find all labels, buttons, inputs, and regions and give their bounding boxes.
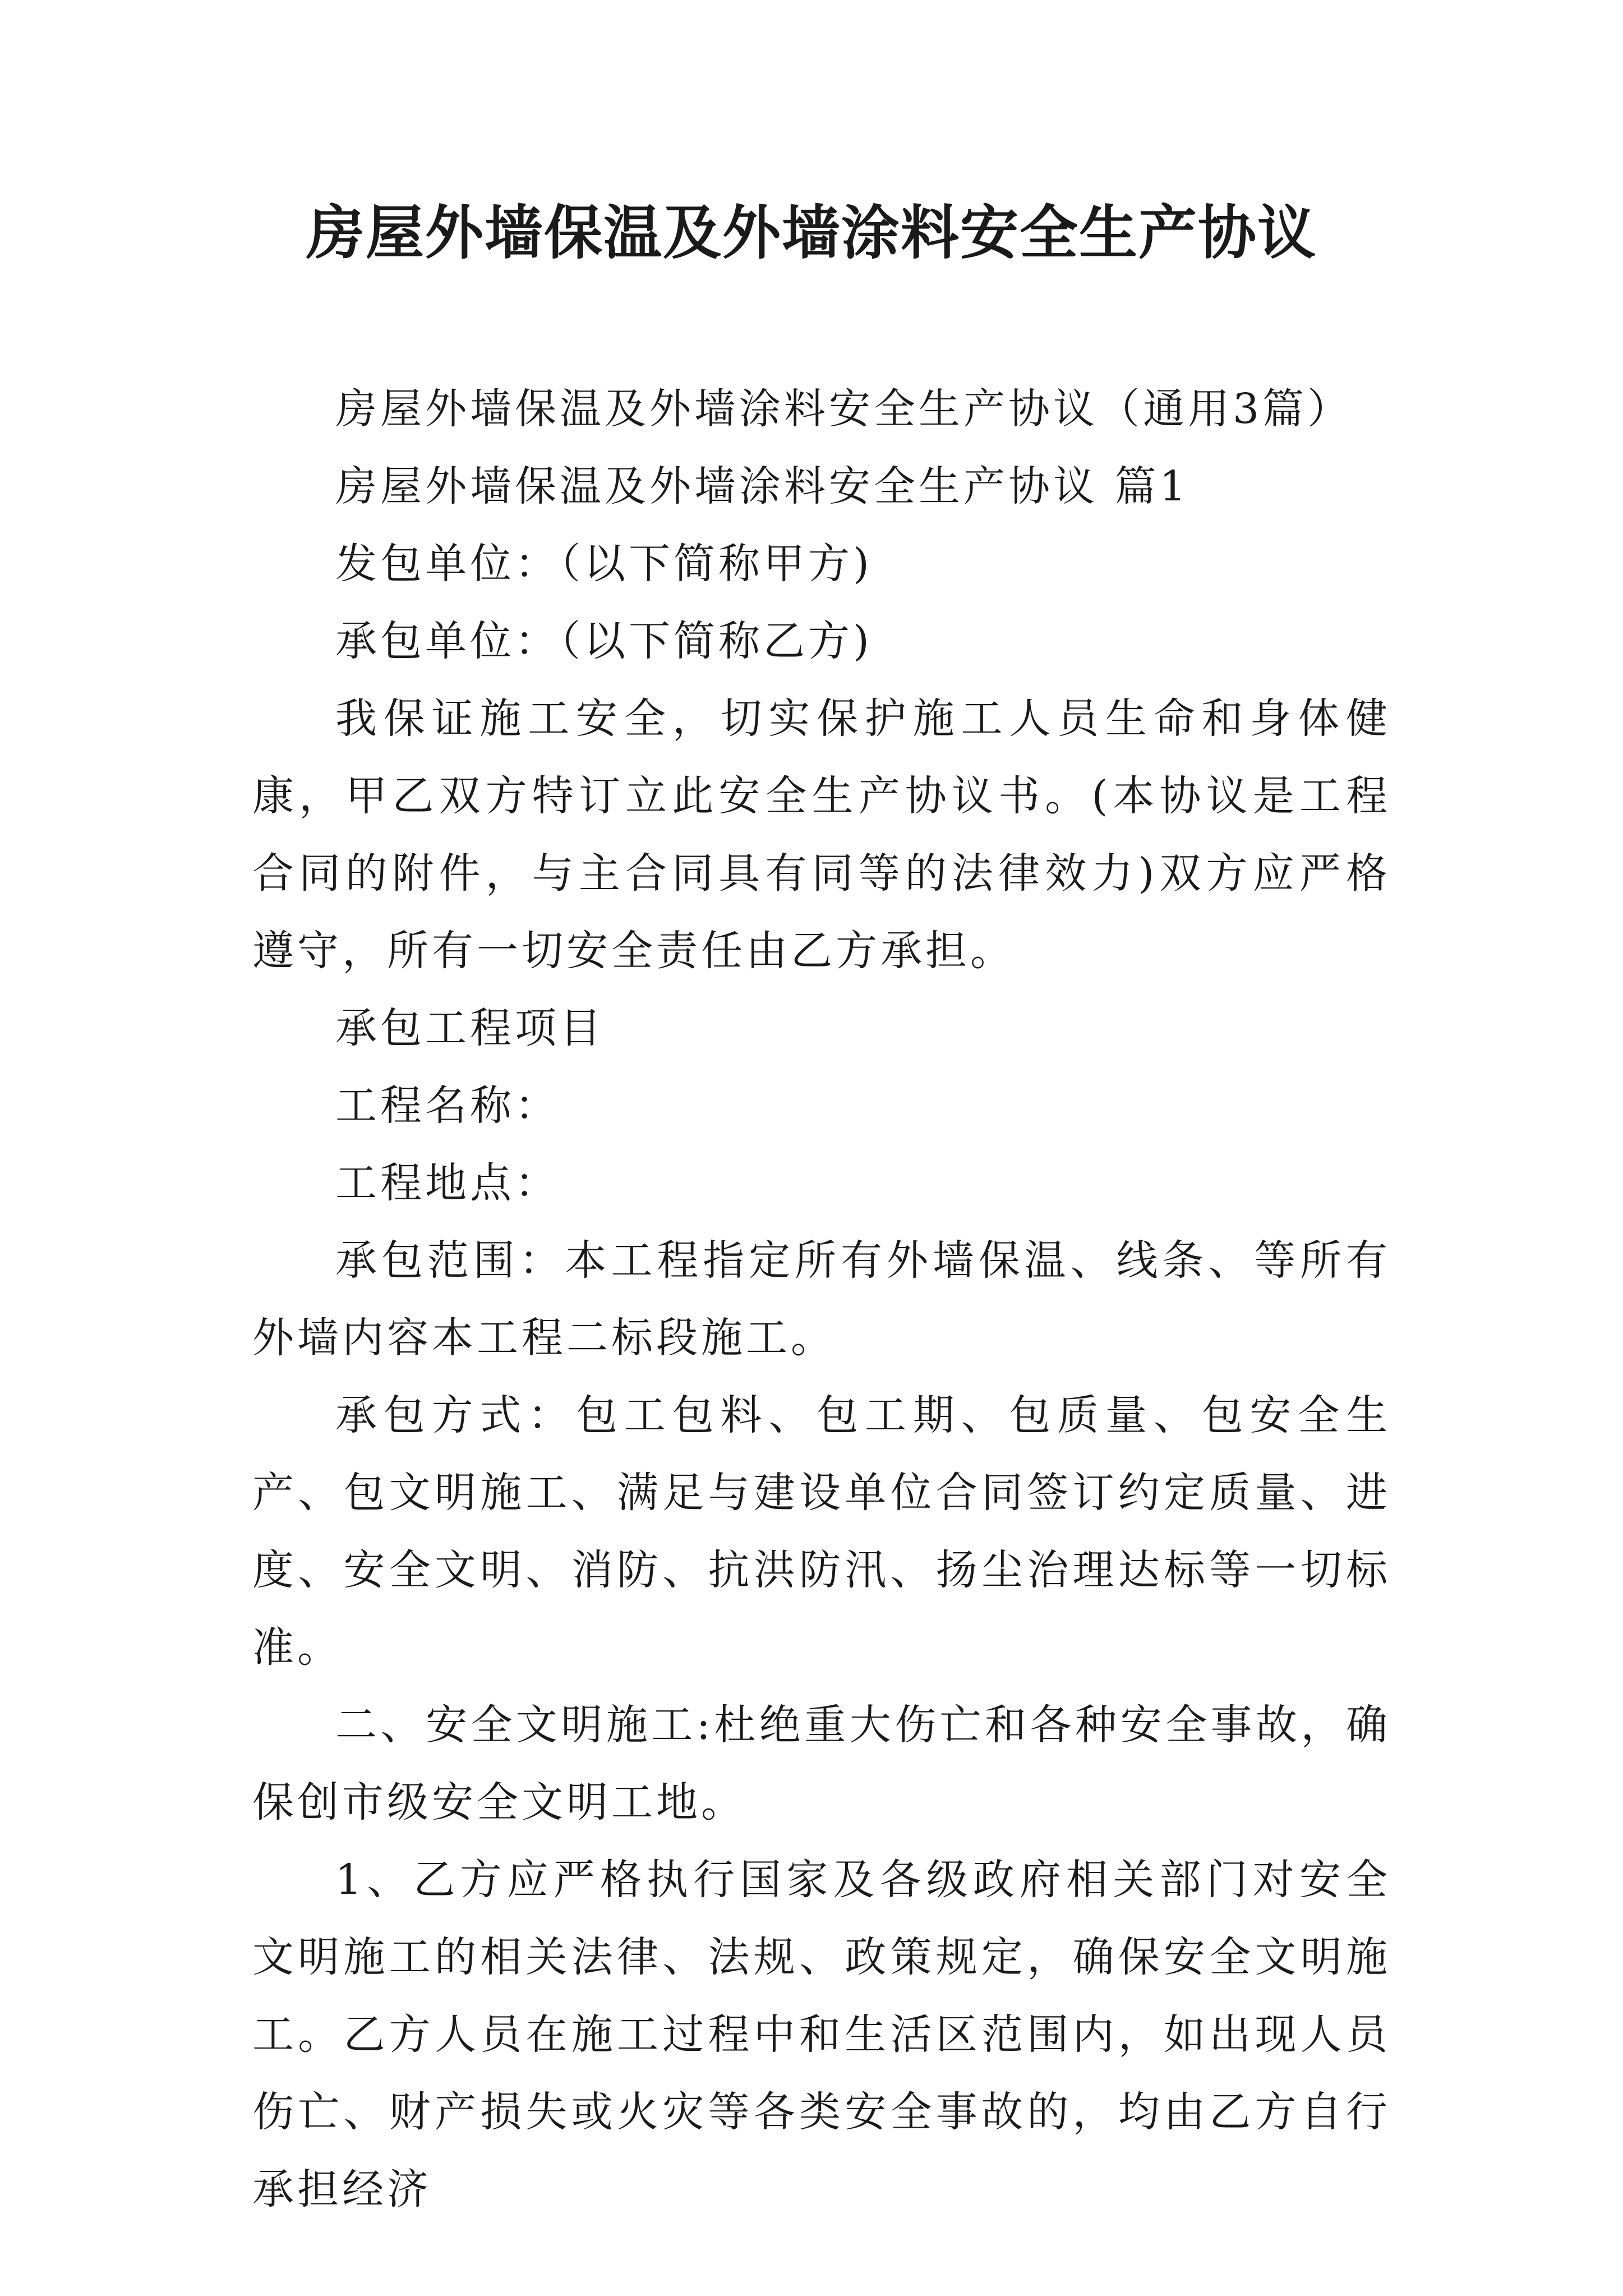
paragraph-subtitle: 房屋外墙保温及外墙涂料安全生产协议（通用3篇） xyxy=(335,385,1353,433)
paragraph-contracting-party: 发包单位：（以下简称甲方) xyxy=(335,540,873,588)
paragraph-project-name: 工程名称： xyxy=(335,1082,560,1130)
document-body xyxy=(252,370,1391,2228)
paragraph-clause-1: 1、乙方应严格执行国家及各级政府相关部门对安全文明施工的相关法律、法规、政策规定，确保安全文明施工。乙方人员在施工过程中和生活区范围内，如出现人员伤亡、财产损失或火灾等各类安全事故的，均由乙方自行承担经济 xyxy=(252,1856,1391,2214)
paragraph-preamble: 我保证施工安全，切实保护施工人员生命和身体健康，甲乙双方特订立此安全生产协议书。(本协议是工程合同的附件，与主合同具有同等的法律效力)双方应严格遵守，所有一切安全责任由乙方承担。 xyxy=(252,694,1391,975)
paragraph-safety-section: 二、安全文明施工:杜绝重大伤亡和各种安全事故，确保创市级安全文明工地。 xyxy=(252,1701,1391,1826)
document-title: 房屋外墙保温及外墙涂料安全生产协议 xyxy=(306,199,1317,267)
paragraph-contract-method: 承包方式：包工包料、包工期、包质量、包安全生产、包文明施工、满足与建设单位合同签订约定质量、进度、安全文明、消防、抗洪防汛、扬尘治理达标等一切标准。 xyxy=(252,1391,1391,1672)
paragraph-contract-scope: 承包范围：本工程指定所有外墙保温、线条、等所有外墙内容本工程二标段施工。 xyxy=(252,1236,1391,1362)
paragraph-section-heading: 房屋外墙保温及外墙涂料安全生产协议 篇1 xyxy=(335,462,1189,510)
paragraph-project-heading: 承包工程项目 xyxy=(335,1004,605,1052)
paragraph-contractor-party: 承包单位：（以下简称乙方) xyxy=(335,617,873,665)
paragraph-project-location: 工程地点： xyxy=(335,1159,560,1207)
